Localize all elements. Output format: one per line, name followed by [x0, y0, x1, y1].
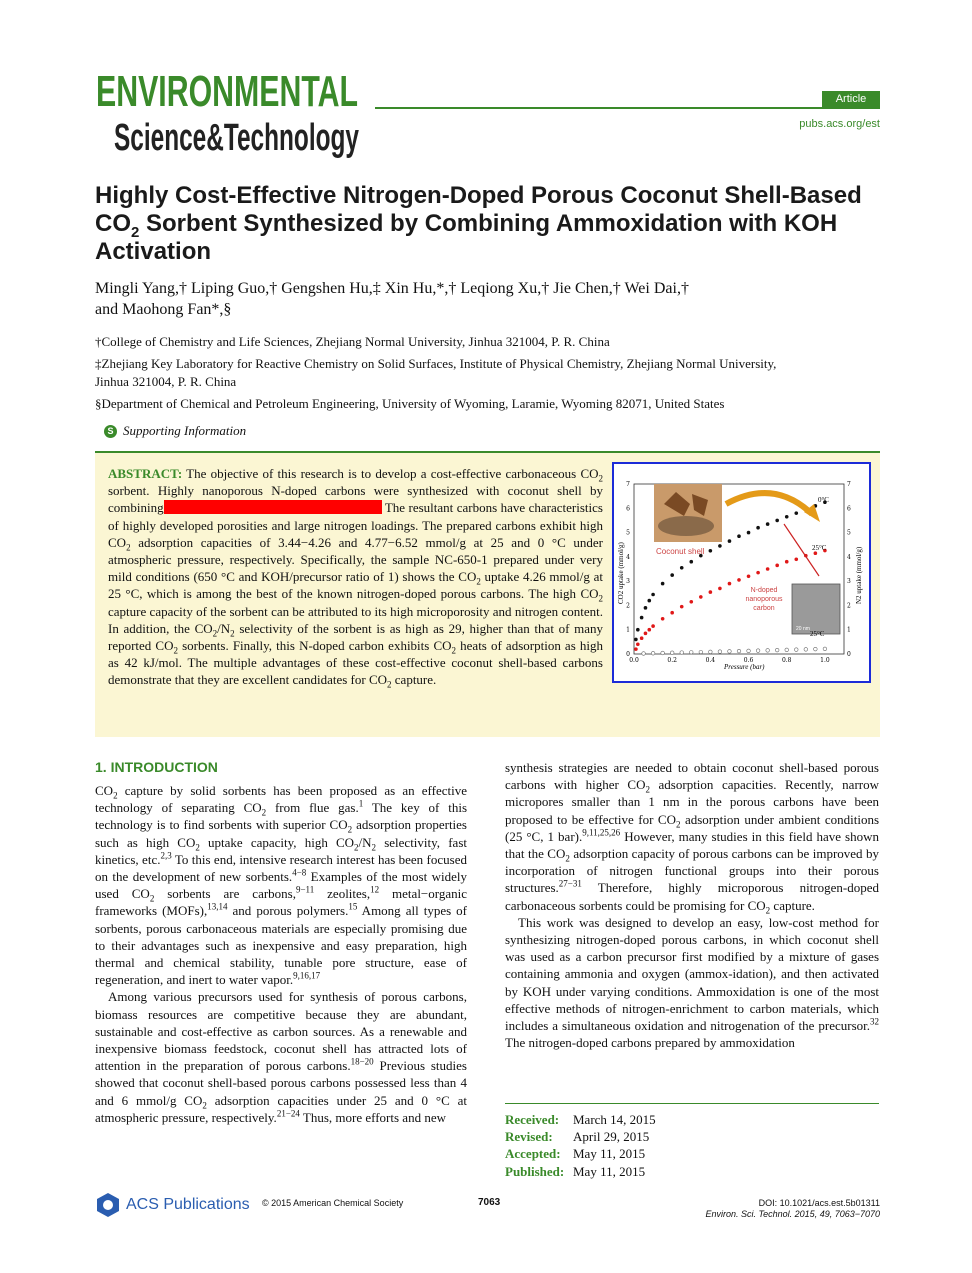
affiliation-2: ‡Zhejiang Key Laboratory for Reactive Chemistry on Solid Surfaces, Institute of Physical Chemistry, Zhejiang Normal University, [95, 356, 777, 371]
point-n2-25c [766, 649, 770, 653]
point-co2-0c [709, 549, 713, 553]
x-tick-label: 0.4 [705, 657, 716, 664]
title-line2: $CO_2$ Sorbent Synthesized by Combining Ammoxidation with KOH [95, 210, 838, 241]
y-tick-label: 3 [626, 578, 630, 586]
point-co2-0c [766, 522, 770, 526]
point-co2-0c [718, 544, 722, 548]
point-co2-25c [670, 611, 674, 615]
point-n2-25c [651, 651, 655, 655]
logo-line1: ENVIRONMENTAL [96, 67, 358, 116]
abstract-text: ABSTRACT: The objective of this research is to develop a cost-effective carbonaceous $CO_2$ sorbent. Highly nanoporous N-doped carbons were synthesized with coconut shell by combining The resultant carbons have characteristics of highly developed porosities and large nitrogen loadings. The prepared carbons exhibit high $CO_2$ adsorption capacities of 3.44−4.26 and 4.77−6.52 mmol/g at 25 and 0 °C under atmospheric pressure, respectively. Specifically, the sample NC-650-1 prepared under very mild conditions (650 °C and KOH/precursor ratio of 1) shows the $CO_2$ uptake 4.26 mmol/g at 25 °C, which is among the best of the known nitrogen-doped porous carbons. The high $CO_2$ capture capacity of the sorbent can be attributed to its high microporosity and nitrogen content. In addition, the $CO_2/N_2$ selectivity of the sorbent is as high as 29, higher than that of many reported $CO_2$ sorbents. Finally, this N-doped carbon exhibits $CO_2$ heats of adsorption as high as 42 kJ/mol. The multiple advantages of these cost-effective coconut shell-based carbons demonstrate that they are excellent candidates for $CO_2$ capture. [108, 466, 603, 691]
logo-line2: Science&Technology [114, 117, 359, 159]
point-co2-0c [775, 519, 779, 523]
point-n2-25c [728, 650, 732, 654]
dates-rule [505, 1103, 879, 1104]
carbon-label-3: carbon [753, 605, 775, 612]
y-right-tick-label: 7 [847, 481, 851, 488]
abstract-label: ABSTRACT: [108, 466, 183, 481]
intro-column-right [505, 759, 879, 1051]
carbon-label-2: nanoporous [745, 596, 783, 603]
point-co2-25c [747, 574, 751, 578]
point-co2-25c [766, 567, 770, 571]
point-co2-25c [728, 582, 732, 586]
x-tick-label: 0.8 [781, 657, 792, 664]
x-tick-label: 0.2 [667, 657, 677, 664]
y-right-tick-label: 4 [847, 553, 851, 561]
intro-column-left [95, 782, 467, 1126]
date-accepted: Accepted: May 11, 2015 [505, 1146, 646, 1162]
point-co2-25c [699, 595, 703, 599]
point-co2-25c [785, 560, 789, 564]
point-co2-25c [756, 571, 760, 575]
y-right-label: N2 uptake (mmol/g) [855, 546, 863, 604]
title-line1: Highly Cost-Effective Nitrogen-Doped Porous Coconut Shell-Based [95, 182, 862, 209]
affiliation-3: §Department of Chemical and Petroleum Engineering, University of Wyoming, Laramie, Wyoming 82071, United States [95, 396, 725, 411]
article-dates [505, 1111, 656, 1180]
point-n2-25c [823, 647, 827, 651]
supporting-info-icon: S [104, 425, 117, 438]
point-n2-25c [775, 648, 779, 652]
label-25c-n2: 25°C [810, 630, 825, 638]
point-co2-0c [737, 534, 741, 538]
point-n2-25c [718, 650, 722, 654]
y-right-tick-label: 3 [847, 578, 851, 586]
point-n2-25c [689, 651, 693, 655]
point-n2-25c [670, 651, 674, 655]
authors-line1: Mingli Yang,† Liping Guo,† Gengshen Hu,‡ Xin Hu,*,† Leqiong Xu,† Jie Chen,† Wei Dai,† [95, 280, 689, 297]
redaction-bar [164, 500, 382, 514]
point-co2-25c [718, 587, 722, 591]
arrow-curve [726, 493, 812, 514]
header-rule [375, 107, 880, 109]
toc-graphic [612, 462, 871, 683]
doi[interactable]: DOI: 10.1021/acs.est.5b01311 [758, 1198, 880, 1208]
y-right-tick-label: 2 [847, 602, 851, 610]
affiliation-2-cont: Jinhua 321004, P. R. China [95, 374, 237, 389]
y-left-label: CO2 uptake (mmol/g) [617, 542, 625, 604]
point-co2-25c [661, 617, 665, 621]
label-0c: 0°C [818, 496, 829, 504]
y-tick-label: 2 [626, 602, 630, 610]
y-tick-label: 5 [626, 529, 630, 537]
article-badge: Article [822, 91, 880, 108]
point-co2-0c [785, 515, 789, 519]
article-title [95, 182, 885, 266]
point-co2-0c [661, 582, 665, 586]
y-right-tick-label: 0 [847, 651, 851, 658]
x-tick-label: 0.0 [629, 657, 639, 664]
point-co2-25c [634, 647, 638, 651]
acs-hexagon-icon [95, 1192, 121, 1218]
section-heading-introduction: 1. INTRODUCTION [95, 759, 218, 775]
intro-paragraph-1: $CO_2$ capture by solid sorbents has been proposed as an effective technology of separating $CO_2$ from flue gas.$^1$ The key of this technology is to find sorbents with superior $CO_2$ adsorption properties such as high $CO_2$ uptake capacity, high $CO_2/N_2$ selectivity, fast kinetics, etc.$^{2,3}$ To this end, intensive research interest has been focused on the development of new sorbents.$^{4-8}$ Examples of the most widely used $CO_2$ sorbents are carbons,$^{9-11}$ zeolites,$^{12}$ metal−organic frameworks (MOFs),$^{13,14}$ and porous polymers.$^{15}$ Among all types of sorbents, porous carbonaceous materials are especially promising due to their advantages such as inexpensive and easy preparation, high thermal and chemical stability, tunable pore structure, ease of regeneration, and inert to water vapor.$^{9,16,17}$ [95, 783, 468, 988]
point-n2-25c [642, 652, 646, 656]
point-co2-0c [728, 539, 732, 543]
page-number: 7063 [478, 1197, 501, 1208]
point-n2-25c [747, 649, 751, 653]
date-revised: Revised: April 29, 2015 [505, 1129, 650, 1145]
point-co2-25c [636, 642, 640, 646]
intro-paragraph-2-cont: synthesis strategies are needed to obtain coconut shell-based porous carbons with higher $CO_2$ adsorption capacities. Recently, narrow micropores smaller than 1 nm in the porous carbons have been proposed to be effective for $CO_2$ adsorption under ambient conditions (25 °C, 1 bar).$^{9,11,25,26}$ However, many studies in this field have shown that the $CO_2$ adsorption capacity of porous carbons can be improved by incorporation of nitrogen functional groups into their porous structures.$^{27-31}$ Therefore, highly microporous nitrogen-doped carbonaceous sorbents could be promising for $CO_2$ capture. [505, 760, 880, 916]
doi-citation [700, 1198, 880, 1220]
point-n2-25c [699, 650, 703, 654]
point-co2-0c [794, 511, 798, 515]
y-right-tick-label: 1 [847, 626, 851, 634]
point-co2-25c [689, 600, 693, 604]
point-co2-0c [647, 599, 651, 603]
coconut-label: Coconut shell [656, 547, 705, 556]
point-co2-0c [640, 616, 644, 620]
point-n2-25c [737, 649, 741, 653]
date-received: Received: March 14, 2015 [505, 1112, 656, 1127]
date-published: Published: May 11, 2015 [505, 1163, 646, 1179]
scale-bar-label: 20 nm [796, 626, 810, 632]
point-co2-0c [636, 628, 640, 632]
journal-logo [96, 62, 366, 167]
acs-logo-text: ACS Publications [126, 1196, 250, 1213]
point-co2-25c [737, 578, 741, 582]
x-tick-label: 0.6 [743, 657, 754, 664]
point-co2-0c [670, 573, 674, 577]
coconut-bowl [658, 516, 714, 536]
point-co2-0c [747, 531, 751, 535]
citation: Environ. Sci. Technol. 2015, 49, 7063−7070 [705, 1209, 880, 1219]
title-line3: Activation [95, 238, 212, 265]
point-n2-25c [756, 649, 760, 653]
intro-paragraph-3: This work was designed to develop an easy, low-cost method for synthesizing nitrogen-doped porous carbons, in which coconut shell was used as a carbon precursor first modified by a mixture of gases containing ammonia and oxygen (ammox-idation), and then activated by KOH under varying conditions. Ammoxidation is one of the most effective methods of nitrogen-enrichment to carbon materials, which includes a simultaneous oxidation and nitrogenation of the precursor.$^{32}$ The nitrogen-doped carbons prepared by ammoxidation [505, 914, 879, 1051]
isotherm-chart [614, 464, 869, 681]
point-n2-25c [794, 648, 798, 652]
point-co2-0c [651, 593, 655, 597]
point-co2-25c [640, 636, 644, 640]
y-tick-label: 1 [626, 626, 630, 634]
point-co2-25c [709, 590, 713, 594]
y-right-tick-label: 6 [847, 505, 851, 513]
point-co2-25c [775, 564, 779, 568]
y-tick-label: 7 [626, 481, 630, 488]
y-right-tick-label: 5 [847, 529, 851, 537]
point-co2-25c [651, 624, 655, 628]
point-co2-25c [644, 632, 648, 636]
y-tick-label: 0 [626, 651, 630, 658]
copyright: © 2015 American Chemical Society [262, 1198, 404, 1208]
point-n2-25c [709, 650, 713, 654]
author-list [95, 278, 885, 320]
point-co2-25c [647, 628, 651, 632]
acs-publications-logo[interactable] [95, 1192, 250, 1218]
point-n2-25c [661, 651, 665, 655]
point-n2-25c [814, 647, 818, 651]
supporting-info-label: Supporting Information [123, 423, 247, 438]
y-tick-label: 6 [626, 505, 630, 513]
x-tick-label: 1.0 [820, 657, 830, 664]
point-co2-25c [794, 557, 798, 561]
point-n2-25c [785, 648, 789, 652]
supporting-information-link[interactable] [104, 423, 246, 439]
point-n2-25c [804, 648, 808, 652]
point-co2-0c [634, 638, 638, 642]
journal-url[interactable]: pubs.acs.org/est [799, 118, 880, 130]
point-co2-0c [644, 606, 648, 610]
label-25c-co2: 25°C [812, 544, 827, 552]
point-co2-0c [756, 526, 760, 530]
point-co2-0c [680, 566, 684, 570]
authors-line2: and Maohong Fan*,§ [95, 301, 232, 318]
x-label: Pressure (bar) [724, 663, 765, 671]
y-tick-label: 4 [626, 553, 630, 561]
affiliation-1: †College of Chemistry and Life Sciences, Zhejiang Normal University, Jinhua 321004, P. R. China [95, 334, 610, 349]
intro-paragraph-2: Among various precursors used for synthesis of porous carbons, biomass resources are competitive because they are abundant, sustainable and cost-effective as carbon sources. As a renewable and inexpensive biomass feedstock, coconut shell has attracted lots of attention in the preparation of porous carbons.$^{18-20}$ Previous studies showed that coconut shell-based porous carbons possessed less than 4 and 6 mmol/g $CO_2$ adsorption capacities under 25 and 0 °C at atmospheric pressure, respectively.$^{21-24}$ Thus, more efforts and new [95, 989, 467, 1125]
point-co2-25c [680, 605, 684, 609]
point-co2-0c [689, 560, 693, 564]
carbon-label-1: N-doped [750, 587, 778, 594]
point-n2-25c [680, 651, 684, 655]
